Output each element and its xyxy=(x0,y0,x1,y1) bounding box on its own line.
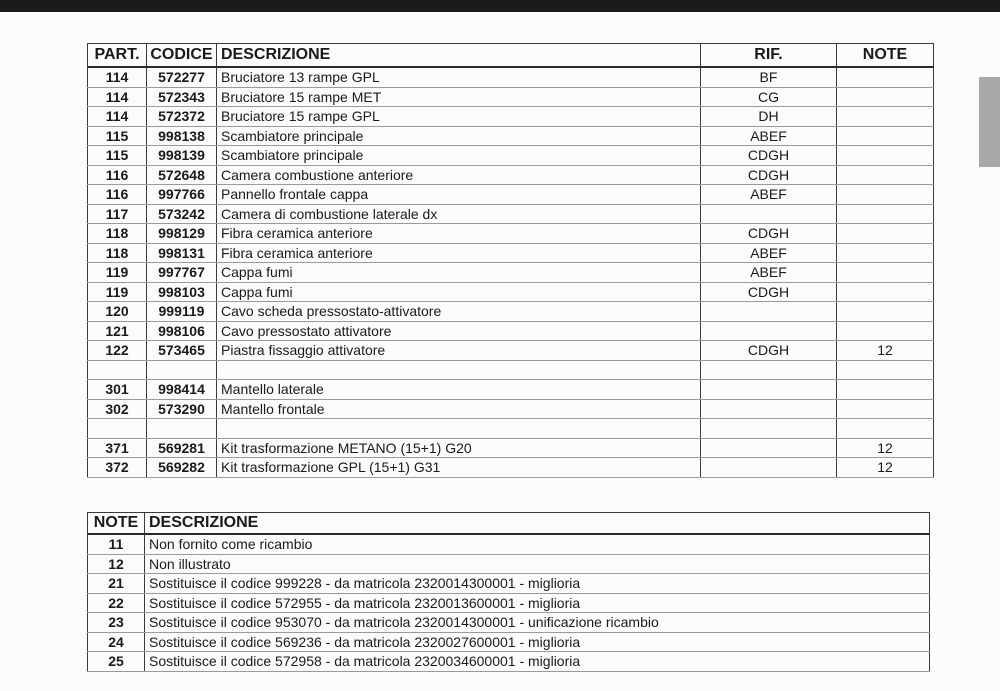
table-row xyxy=(88,574,930,594)
table-row xyxy=(88,204,934,224)
cell-note: 12 xyxy=(837,458,934,478)
cell-note-description: Non fornito come ricambio xyxy=(145,534,930,554)
cell-note xyxy=(837,360,934,380)
cell-note-code: 23 xyxy=(88,613,145,633)
cell-note-code: 21 xyxy=(88,574,145,594)
cell-description: Scambiatore principale xyxy=(217,126,701,146)
cell-rif: CG xyxy=(701,87,837,107)
cell-code: 998103 xyxy=(147,282,217,302)
cell-rif xyxy=(701,360,837,380)
cell-part: 301 xyxy=(88,380,147,400)
notes-header-description: DESCRIZIONE xyxy=(145,513,930,535)
cell-code: 998139 xyxy=(147,146,217,166)
table-row xyxy=(88,341,934,361)
cell-code: 573290 xyxy=(147,399,217,419)
table-row xyxy=(88,263,934,283)
cell-code xyxy=(147,360,217,380)
cell-note xyxy=(837,126,934,146)
cell-description xyxy=(217,360,701,380)
header-rif: RIF. xyxy=(701,44,837,68)
parts-table xyxy=(87,43,934,478)
table-row xyxy=(88,438,934,458)
table-row xyxy=(88,419,934,439)
cell-code: 572343 xyxy=(147,87,217,107)
cell-note xyxy=(837,419,934,439)
cell-description: Scambiatore principale xyxy=(217,146,701,166)
cell-part: 114 xyxy=(88,107,147,127)
cell-code: 997767 xyxy=(147,263,217,283)
cell-description: Bruciatore 13 rampe GPL xyxy=(217,67,701,87)
cell-part: 116 xyxy=(88,185,147,205)
cell-note-description: Non illustrato xyxy=(145,554,930,574)
cell-description: Cappa fumi xyxy=(217,263,701,283)
cell-note xyxy=(837,107,934,127)
cell-code: 573465 xyxy=(147,341,217,361)
cell-note: 12 xyxy=(837,341,934,361)
cell-description: Camera combustione anteriore xyxy=(217,165,701,185)
header-part: PART. xyxy=(88,44,147,68)
cell-note xyxy=(837,67,934,87)
cell-rif xyxy=(701,438,837,458)
cell-code: 572277 xyxy=(147,67,217,87)
header-code: CODICE xyxy=(147,44,217,68)
cell-note xyxy=(837,399,934,419)
cell-rif: CDGH xyxy=(701,146,837,166)
cell-note-code: 12 xyxy=(88,554,145,574)
cell-rif xyxy=(701,458,837,478)
notes-header-row xyxy=(88,513,930,535)
cell-code: 573242 xyxy=(147,204,217,224)
cell-part: 117 xyxy=(88,204,147,224)
cell-code: 998138 xyxy=(147,126,217,146)
parts-header-row xyxy=(88,44,934,68)
cell-rif: CDGH xyxy=(701,282,837,302)
cell-note-description: Sostituisce il codice 569236 - da matricola 2320027600001 - miglioria xyxy=(145,632,930,652)
cell-part: 116 xyxy=(88,165,147,185)
cell-rif: BF xyxy=(701,67,837,87)
header-description: DESCRIZIONE xyxy=(217,44,701,68)
table-row xyxy=(88,360,934,380)
cell-rif: CDGH xyxy=(701,341,837,361)
cell-part: 114 xyxy=(88,67,147,87)
table-row xyxy=(88,224,934,244)
cell-part: 118 xyxy=(88,224,147,244)
cell-note-description: Sostituisce il codice 572958 - da matricola 2320034600001 - miglioria xyxy=(145,652,930,672)
cell-description: Pannello frontale cappa xyxy=(217,185,701,205)
cell-note: 12 xyxy=(837,438,934,458)
cell-description: Cavo scheda pressostato-attivatore xyxy=(217,302,701,322)
cell-code xyxy=(147,419,217,439)
cell-description xyxy=(217,419,701,439)
cell-description: Piastra fissaggio attivatore xyxy=(217,341,701,361)
table-row xyxy=(88,652,930,672)
cell-code: 569282 xyxy=(147,458,217,478)
cell-part: 302 xyxy=(88,399,147,419)
cell-rif: ABEF xyxy=(701,185,837,205)
table-row xyxy=(88,146,934,166)
table-row xyxy=(88,399,934,419)
cell-rif xyxy=(701,380,837,400)
cell-rif: ABEF xyxy=(701,126,837,146)
cell-part: 371 xyxy=(88,438,147,458)
cell-description: Bruciatore 15 rampe GPL xyxy=(217,107,701,127)
cell-description: Cavo pressostato attivatore xyxy=(217,321,701,341)
cell-note xyxy=(837,146,934,166)
cell-note xyxy=(837,321,934,341)
cell-rif xyxy=(701,321,837,341)
cell-code: 999119 xyxy=(147,302,217,322)
table-row xyxy=(88,380,934,400)
table-row xyxy=(88,632,930,652)
top-rule xyxy=(0,0,1000,12)
cell-rif: DH xyxy=(701,107,837,127)
cell-code: 998106 xyxy=(147,321,217,341)
cell-part: 119 xyxy=(88,282,147,302)
cell-note-code: 24 xyxy=(88,632,145,652)
cell-description: Fibra ceramica anteriore xyxy=(217,243,701,263)
cell-note xyxy=(837,165,934,185)
cell-description: Cappa fumi xyxy=(217,282,701,302)
cell-note xyxy=(837,380,934,400)
cell-note xyxy=(837,87,934,107)
table-row xyxy=(88,593,930,613)
cell-part: 119 xyxy=(88,263,147,283)
cell-note xyxy=(837,263,934,283)
cell-rif xyxy=(701,302,837,322)
cell-description: Kit trasformazione GPL (15+1) G31 xyxy=(217,458,701,478)
table-row xyxy=(88,165,934,185)
cell-note xyxy=(837,243,934,263)
cell-code: 569281 xyxy=(147,438,217,458)
cell-description: Mantello laterale xyxy=(217,380,701,400)
cell-code: 998414 xyxy=(147,380,217,400)
cell-description: Kit trasformazione METANO (15+1) G20 xyxy=(217,438,701,458)
cell-note xyxy=(837,302,934,322)
cell-description: Bruciatore 15 rampe MET xyxy=(217,87,701,107)
page-side-tab xyxy=(979,77,1000,167)
table-row xyxy=(88,67,934,87)
cell-rif xyxy=(701,204,837,224)
cell-code: 998131 xyxy=(147,243,217,263)
table-row xyxy=(88,613,930,633)
cell-note-description: Sostituisce il codice 953070 - da matricola 2320014300001 - unificazione ricambio xyxy=(145,613,930,633)
cell-note xyxy=(837,185,934,205)
table-row xyxy=(88,554,930,574)
cell-note xyxy=(837,204,934,224)
cell-code: 572372 xyxy=(147,107,217,127)
cell-part: 122 xyxy=(88,341,147,361)
cell-rif: CDGH xyxy=(701,224,837,244)
cell-part xyxy=(88,419,147,439)
cell-code: 998129 xyxy=(147,224,217,244)
table-row xyxy=(88,282,934,302)
cell-part: 115 xyxy=(88,146,147,166)
cell-description: Camera di combustione laterale dx xyxy=(217,204,701,224)
cell-description: Mantello frontale xyxy=(217,399,701,419)
cell-rif: ABEF xyxy=(701,263,837,283)
cell-rif xyxy=(701,419,837,439)
cell-note xyxy=(837,282,934,302)
cell-note-code: 25 xyxy=(88,652,145,672)
cell-note xyxy=(837,224,934,244)
table-row xyxy=(88,534,930,554)
cell-rif: ABEF xyxy=(701,243,837,263)
cell-rif xyxy=(701,399,837,419)
cell-part: 118 xyxy=(88,243,147,263)
cell-note-description: Sostituisce il codice 999228 - da matricola 2320014300001 - miglioria xyxy=(145,574,930,594)
cell-code: 997766 xyxy=(147,185,217,205)
cell-part: 114 xyxy=(88,87,147,107)
table-row xyxy=(88,107,934,127)
table-row xyxy=(88,321,934,341)
cell-part xyxy=(88,360,147,380)
table-row xyxy=(88,243,934,263)
cell-part: 120 xyxy=(88,302,147,322)
cell-part: 121 xyxy=(88,321,147,341)
cell-note-code: 22 xyxy=(88,593,145,613)
cell-note-code: 11 xyxy=(88,534,145,554)
table-row xyxy=(88,458,934,478)
cell-part: 372 xyxy=(88,458,147,478)
notes-header-note: NOTE xyxy=(88,513,145,535)
cell-code: 572648 xyxy=(147,165,217,185)
table-row xyxy=(88,302,934,322)
header-note: NOTE xyxy=(837,44,934,68)
cell-description: Fibra ceramica anteriore xyxy=(217,224,701,244)
table-row xyxy=(88,87,934,107)
notes-table xyxy=(87,512,930,672)
cell-note-description: Sostituisce il codice 572955 - da matricola 2320013600001 - miglioria xyxy=(145,593,930,613)
table-row xyxy=(88,185,934,205)
table-row xyxy=(88,126,934,146)
cell-part: 115 xyxy=(88,126,147,146)
cell-rif: CDGH xyxy=(701,165,837,185)
